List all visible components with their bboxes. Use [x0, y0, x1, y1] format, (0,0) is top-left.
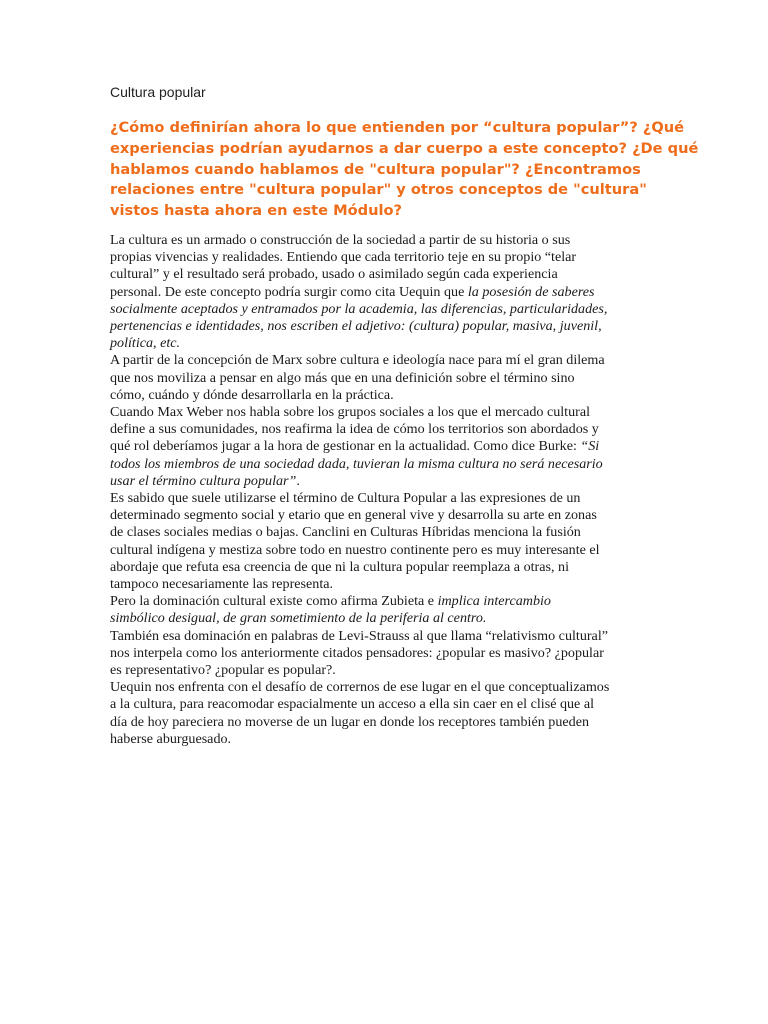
body-text: A partir de la concepción de Marx sobre cultura e ideología nace para mí el gran dilema [110, 352, 605, 369]
body-line [110, 266, 662, 283]
body-line [110, 696, 662, 713]
heading-line: experiencias podrían ayudarnos a dar cuerpo a este concepto? ¿De qué [110, 139, 699, 157]
body-text: La cultura es un armado o construcción de la sociedad a partir de su historia o sus [110, 232, 571, 248]
body-line [110, 542, 662, 559]
body-text: día de hoy pareciera no moverse de un lugar en donde los receptores también pueden [110, 713, 590, 730]
italic-quote: pertenencias e identidades, nos escriben el adjetivo: (cultura) popular, masiva, juvenil, [110, 318, 602, 335]
italic-quote: socialmente aceptados y entramados por la academia, las diferencias, particularidades, [110, 300, 608, 317]
italic-quote: usar el término cultura popular” [110, 472, 297, 489]
body-text: define a sus comunidades, nos reafirma la idea de cómo los territorios son abordados y [110, 421, 599, 438]
body-text: nos interpela como los anteriormente citados pensadores: ¿popular es masivo? ¿popular [110, 644, 604, 661]
body-text: cultural” y el resultado será probado, usado o asimilado según cada experiencia [110, 266, 558, 283]
body-line [110, 645, 662, 662]
heading-line: ¿Cómo definirían ahora lo que entienden por “cultura popular”? ¿Qué [110, 119, 685, 136]
heading-line: vistos hasta ahora en este Módulo? [110, 202, 402, 220]
body-line [110, 421, 662, 438]
body-line [110, 370, 662, 387]
body-line [110, 249, 662, 266]
italic-quote: política, etc. [110, 335, 181, 352]
questions-heading [110, 118, 699, 222]
body-text: Cuando Max Weber nos habla sobre los grupos sociales a los que el mercado cultural [110, 404, 591, 421]
body-line [110, 662, 662, 679]
body-text: cultural indígena y mestiza sobre todo en nuestro continente pero es muy interesante el [110, 541, 600, 558]
heading-line: hablamos cuando hablamos de "cultura popular"? ¿Encontramos [110, 160, 641, 178]
body-text: Uequin nos enfrenta con el desafío de corrernos de ese lugar en el que conceptualizamos [110, 679, 610, 696]
body-line [110, 576, 662, 593]
body-text: Pero la dominación cultural existe como afirma Zubieta e [110, 593, 438, 610]
body-line [110, 335, 662, 352]
body-text: a la cultura, para reacomodar espacialmente un acceso a ella sin caer en el clisé que al [110, 696, 595, 713]
body-line [110, 610, 662, 627]
body-line [110, 318, 662, 335]
body-text: de clases sociales medias o bajas. Canclini en Culturas Híbridas menciona la fusión [110, 524, 581, 541]
body-line [110, 284, 662, 301]
body-text: haberse aburguesado. [110, 730, 232, 747]
body-line [110, 559, 662, 576]
italic-quote: simbólico desigual, de gran sometimiento de la periferia al centro. [110, 610, 487, 627]
body-line [110, 731, 662, 748]
body-text: que nos moviliza a pensar en algo más que en una definición sobre el término sino [110, 369, 575, 386]
essay-body [110, 232, 662, 748]
italic-quote: “Si [580, 438, 600, 455]
document-title: Cultura popular [110, 84, 206, 100]
body-line [110, 232, 662, 249]
body-line [110, 438, 662, 455]
body-text: abordaje que refuta esa creencia de que ni la cultura popular reemplaza a otras, ni [110, 558, 569, 575]
body-line [110, 507, 662, 524]
body-line [110, 404, 662, 421]
italic-quote: la posesión de saberes [467, 283, 595, 300]
body-text: . [296, 472, 300, 489]
body-text: También esa dominación en palabras de Levi-Strauss al que llama “relativismo cultural” [110, 627, 608, 644]
body-line [110, 387, 662, 404]
body-line [110, 524, 662, 541]
body-text: Es sabido que suele utilizarse el término de Cultura Popular a las expresiones de un [110, 490, 581, 507]
body-line [110, 473, 662, 490]
body-line [110, 628, 662, 645]
body-text: qué rol deberíamos jugar a la hora de gestionar en la actualidad. Como dice Burke: [110, 438, 581, 455]
body-line [110, 490, 662, 507]
italic-quote: implica intercambio [437, 593, 551, 610]
body-text: determinado segmento social y etario que en general vive y desarrolla su arte en zonas [110, 507, 597, 524]
body-text: personal. De este concepto podría surgir como cita Uequin que [110, 283, 468, 300]
body-text: propias vivencias y realidades. Entiendo que cada territorio teje en su propio “telar [110, 249, 577, 266]
body-line [110, 714, 662, 731]
body-text: cómo, cuándo y dónde desarrollarla en la práctica. [110, 386, 394, 403]
body-line [110, 456, 662, 473]
body-line [110, 593, 662, 610]
heading-line: relaciones entre "cultura popular" y otros conceptos de "cultura" [110, 181, 647, 199]
body-line [110, 679, 662, 696]
body-text: tampoco necesariamente las representa. [110, 576, 334, 593]
body-text: es representativo? ¿popular es popular?. [110, 662, 336, 679]
body-line [110, 301, 662, 318]
body-line [110, 352, 662, 369]
italic-quote: todos los miembros de una sociedad dada, tuvieran la misma cultura no será necesario [110, 455, 603, 472]
